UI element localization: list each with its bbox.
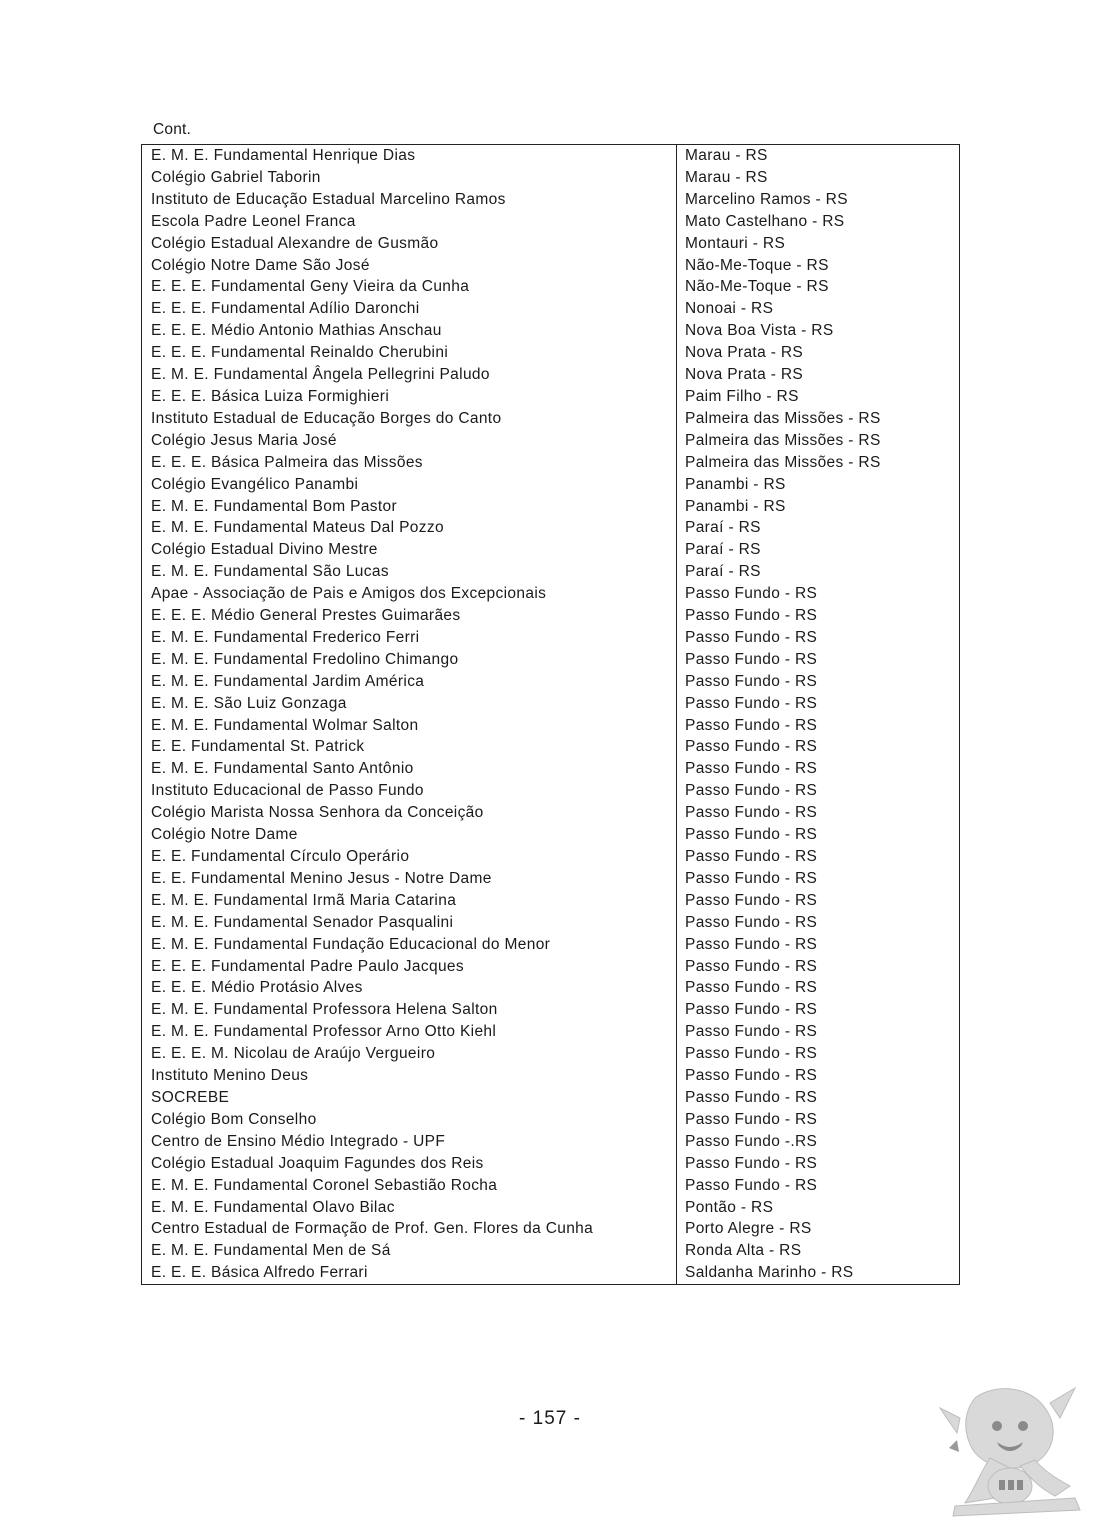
school-name-cell: Colégio Notre Dame [142, 824, 677, 846]
table-row [142, 649, 959, 671]
table-row [142, 474, 959, 496]
school-name-cell: Instituto Menino Deus [142, 1065, 677, 1087]
city-cell: Paraí - RS [685, 541, 761, 559]
city-cell: Passo Fundo - RS [685, 1110, 818, 1128]
table-row [142, 605, 959, 627]
city-cell: Paim Filho - RS [685, 387, 799, 405]
school-name-cell: E. E. E. Básica Alfredo Ferrari [142, 1262, 677, 1284]
city-cell: Paraí - RS [685, 563, 761, 581]
table-row [142, 780, 959, 802]
table-row [142, 211, 959, 233]
table-row [142, 430, 959, 452]
table-row [142, 364, 959, 386]
school-name-cell: E. M. E. Fundamental Frederico Ferri [142, 627, 677, 649]
school-name-cell: Colégio Gabriel Taborin [142, 167, 677, 189]
city-cell: Passo Fundo - RS [685, 1023, 818, 1041]
city-cell: Marau - RS [685, 168, 768, 186]
school-name-cell: E. E. E. M. Nicolau de Araújo Vergueiro [142, 1043, 677, 1065]
city-cell: Não-Me-Toque - RS [685, 278, 829, 296]
city-cell: Nova Prata - RS [685, 366, 804, 384]
table-row [142, 758, 959, 780]
school-name-cell: E. M. E. Fundamental Jardim América [142, 671, 677, 693]
city-cell: Passo Fundo - RS [685, 650, 818, 668]
city-cell: Panambi - RS [685, 475, 786, 493]
city-cell: Passo Fundo - RS [685, 848, 818, 865]
city-cell: Ronda Alta - RS [685, 1242, 802, 1260]
table-row [142, 496, 959, 518]
school-name-cell: E. M. E. São Luiz Gonzaga [142, 693, 677, 715]
school-name-cell: Colégio Evangélico Panambi [142, 474, 677, 496]
city-cell: Nonoai - RS [685, 300, 774, 318]
school-name-cell: E. E. E. Fundamental Geny Vieira da Cunha [142, 276, 677, 298]
table-row [142, 298, 959, 320]
school-name-cell: E. M. E. Fundamental Senador Pasqualini [142, 912, 677, 934]
table-row [142, 977, 959, 999]
city-cell: Passo Fundo - RS [685, 913, 818, 931]
city-cell: Marau - RS [685, 147, 768, 164]
school-name-cell: Colégio Notre Dame São José [142, 255, 677, 277]
city-cell: Palmeira das Missões - RS [685, 431, 881, 449]
table-row [142, 1021, 959, 1043]
school-name-cell: E. M. E. Fundamental Irmã Maria Catarina [142, 890, 677, 912]
school-name-cell: E. M. E. Fundamental Professora Helena Salton [142, 999, 677, 1021]
school-name-cell: E. E. E. Fundamental Reinaldo Cherubini [142, 342, 677, 364]
school-name-cell: E. M. E. Fundamental Mateus Dal Pozzo [142, 517, 677, 539]
table-row [142, 189, 959, 211]
city-cell: Passo Fundo - RS [685, 607, 818, 625]
city-cell: Panambi - RS [685, 497, 786, 515]
school-name-cell: E. E. E. Médio Protásio Alves [142, 977, 677, 999]
table-row [142, 956, 959, 978]
school-name-cell: Centro de Ensino Médio Integrado - UPF [142, 1131, 677, 1153]
city-cell: Mato Castelhano - RS [685, 212, 845, 230]
table-row [142, 890, 959, 912]
school-name-cell: Colégio Marista Nossa Senhora da Conceição [142, 802, 677, 824]
city-cell: Passo Fundo - RS [685, 760, 818, 778]
city-cell: Não-Me-Toque - RS [685, 256, 829, 274]
city-cell: Passo Fundo - RS [685, 979, 818, 997]
school-name-cell: E. M. E. Fundamental Henrique Dias [142, 145, 677, 167]
table-row [142, 868, 959, 890]
school-name-cell: SOCREBE [142, 1087, 677, 1109]
city-cell: Passo Fundo - RS [685, 869, 818, 887]
city-cell: Passo Fundo - RS [685, 628, 818, 646]
city-cell: Passo Fundo -.RS [685, 1132, 818, 1150]
table-row [142, 561, 959, 583]
city-cell: Palmeira das Missões - RS [685, 409, 881, 427]
school-name-cell: E. E. Fundamental Menino Jesus - Notre Dame [142, 868, 677, 890]
city-cell: Passo Fundo - RS [685, 782, 818, 800]
school-name-cell: Instituto de Educação Estadual Marcelino Ramos [142, 189, 677, 211]
school-name-cell: Escola Padre Leonel Franca [142, 211, 677, 233]
city-cell: Nova Boa Vista - RS [685, 322, 834, 340]
city-cell: Passo Fundo - RS [685, 1001, 818, 1019]
table-row [142, 1109, 959, 1131]
city-cell: Passo Fundo - RS [685, 585, 818, 603]
table-row [142, 912, 959, 934]
school-name-cell: E. M. E. Fundamental Santo Antônio [142, 758, 677, 780]
school-name-cell: Centro Estadual de Formação de Prof. Gen. Flores da Cunha [142, 1218, 677, 1240]
table-row [142, 233, 959, 255]
table-row [142, 145, 959, 167]
city-cell: Montauri - RS [685, 234, 786, 252]
school-name-cell: E. M. E. Fundamental São Lucas [142, 561, 677, 583]
school-name-cell: E. M. E. Fundamental Ângela Pellegrini Paludo [142, 364, 677, 386]
table-row [142, 276, 959, 298]
school-name-cell: Colégio Estadual Joaquim Fagundes dos Reis [142, 1153, 677, 1175]
table-row [142, 846, 959, 868]
school-name-cell: Colégio Estadual Alexandre de Gusmão [142, 233, 677, 255]
table-row [142, 736, 959, 758]
school-name-cell: E. E. E. Básica Luiza Formighieri [142, 386, 677, 408]
table-row [142, 1153, 959, 1175]
table-row [142, 452, 959, 474]
school-name-cell: E. E. Fundamental Círculo Operário [142, 846, 677, 868]
school-name-cell: E. M. E. Fundamental Fredolino Chimango [142, 649, 677, 671]
table-row [142, 824, 959, 846]
school-name-cell: Instituto Estadual de Educação Borges do Canto [142, 408, 677, 430]
school-name-cell: E. M. E. Fundamental Men de Sá [142, 1240, 677, 1262]
table-row [142, 1175, 959, 1197]
school-name-cell: Apae - Associação de Pais e Amigos dos Excepcionais [142, 583, 677, 605]
city-cell: Passo Fundo - RS [685, 738, 818, 756]
school-name-cell: Colégio Estadual Divino Mestre [142, 539, 677, 561]
table-row [142, 320, 959, 342]
table-row [142, 627, 959, 649]
school-name-cell: E. M. E. Fundamental Coronel Sebastião Rocha [142, 1175, 677, 1197]
table-row [142, 1197, 959, 1219]
school-name-cell: E. M. E. Fundamental Bom Pastor [142, 496, 677, 518]
city-cell: Passo Fundo - RS [685, 1176, 818, 1194]
table-row [142, 1043, 959, 1065]
page-number: - 157 - [519, 1408, 581, 1429]
table-row [142, 1131, 959, 1153]
school-name-cell: Instituto Educacional de Passo Fundo [142, 780, 677, 802]
table-row [142, 1240, 959, 1262]
table-row [142, 1065, 959, 1087]
city-cell: Saldanha Marinho - RS [685, 1264, 854, 1282]
table-row [142, 999, 959, 1021]
table-row [142, 934, 959, 956]
school-name-cell: E. E. E. Fundamental Padre Paulo Jacques [142, 956, 677, 978]
city-cell: Passo Fundo - RS [685, 891, 818, 909]
school-name-cell: E. E. E. Médio General Prestes Guimarães [142, 605, 677, 627]
city-cell: Nova Prata - RS [685, 344, 804, 362]
city-cell: Passo Fundo - RS [685, 1045, 818, 1063]
city-cell: Paraí - RS [685, 519, 761, 537]
city-cell: Passo Fundo - RS [685, 716, 818, 734]
school-name-cell: E. E. E. Fundamental Adílio Daronchi [142, 298, 677, 320]
city-cell: Passo Fundo - RS [685, 1154, 818, 1172]
school-name-cell: E. M. E. Fundamental Professor Arno Otto Kiehl [142, 1021, 677, 1043]
city-cell: Passo Fundo - RS [685, 672, 818, 690]
city-cell: Passo Fundo - RS [685, 804, 818, 822]
city-cell: Passo Fundo - RS [685, 826, 818, 844]
school-name-cell: E. M. E. Fundamental Fundação Educacional do Menor [142, 934, 677, 956]
school-name-cell: Colégio Bom Conselho [142, 1109, 677, 1131]
schools-table [141, 144, 960, 1285]
table-row [142, 408, 959, 430]
table-row [142, 342, 959, 364]
school-name-cell: E. M. E. Fundamental Wolmar Salton [142, 715, 677, 737]
table-row [142, 517, 959, 539]
table-row [142, 1218, 959, 1240]
school-name-cell: E. M. E. Fundamental Olavo Bilac [142, 1197, 677, 1219]
city-cell: Passo Fundo - RS [685, 935, 818, 953]
school-name-cell: Colégio Jesus Maria José [142, 430, 677, 452]
school-name-cell: E. E. E. Médio Antonio Mathias Anschau [142, 320, 677, 342]
city-cell: Passo Fundo - RS [685, 694, 818, 712]
table-row [142, 1087, 959, 1109]
mascot-illustration [935, 1378, 1085, 1518]
table-row [142, 671, 959, 693]
table-row [142, 583, 959, 605]
table-row [142, 255, 959, 277]
table-row [142, 167, 959, 189]
continuation-label: Cont. [153, 121, 192, 138]
city-cell: Passo Fundo - RS [685, 1088, 818, 1106]
city-cell: Pontão - RS [685, 1198, 774, 1216]
table-row [142, 715, 959, 737]
table-row [142, 539, 959, 561]
city-cell: Porto Alegre - RS [685, 1220, 812, 1238]
table-row [142, 802, 959, 824]
table-row [142, 1262, 959, 1285]
city-cell: Passo Fundo - RS [685, 957, 818, 975]
school-name-cell: E. E. E. Básica Palmeira das Missões [142, 452, 677, 474]
table-row [142, 386, 959, 408]
table-row [142, 693, 959, 715]
city-cell: Marcelino Ramos - RS [685, 190, 848, 208]
city-cell: Passo Fundo - RS [685, 1067, 818, 1085]
school-name-cell: E. E. Fundamental St. Patrick [142, 736, 677, 758]
city-cell: Palmeira das Missões - RS [685, 453, 881, 471]
